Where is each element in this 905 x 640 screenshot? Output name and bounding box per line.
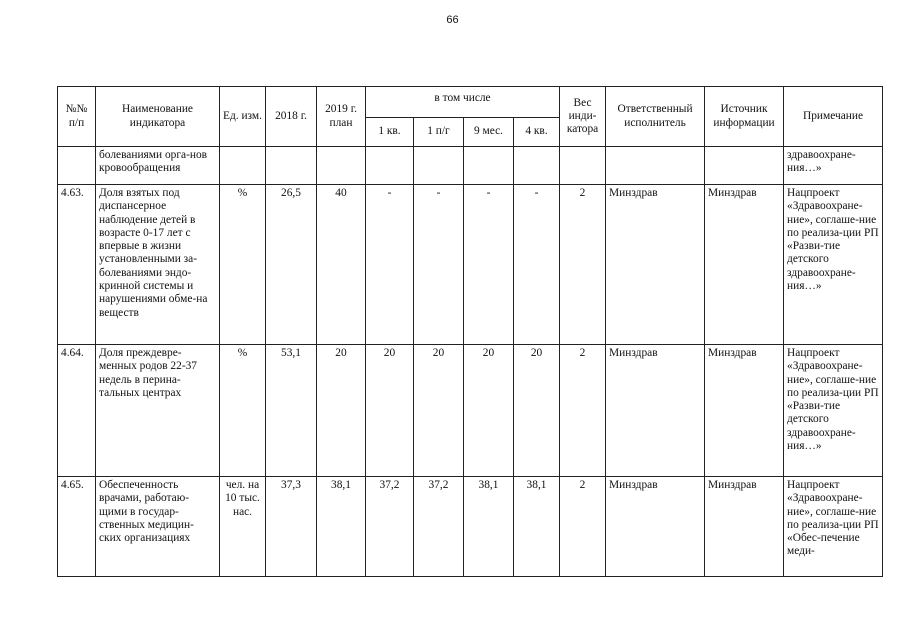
header-source: Источник информации: [705, 87, 784, 147]
value-q1: 37,2: [366, 477, 414, 577]
value-q4: 20: [514, 345, 560, 477]
value-q1: -: [366, 185, 414, 345]
weight: 2: [560, 345, 606, 477]
note: Нацпроект «Здравоохране-ние», соглаше-ние по реализа-ции РП «Разви-тие детского здравоохране-ния…»: [784, 185, 883, 345]
note: Нацпроект «Здравоохране-ние», соглаше-ние по реализа-ции РП «Обес-печение меди-: [784, 477, 883, 577]
header-9m: 9 мес.: [464, 118, 514, 147]
unit: чел. на 10 тыс. нас.: [220, 477, 266, 577]
value-q4: 38,1: [514, 477, 560, 577]
row-number: 4.65.: [58, 477, 96, 577]
weight: 2: [560, 477, 606, 577]
table-row: [58, 185, 883, 345]
table-row: [58, 477, 883, 577]
unit: %: [220, 185, 266, 345]
indicator-name: Обеспеченность врачами, работаю-щими в государ-ственных медицин-ских организациях: [96, 477, 220, 577]
value-h1: 20: [414, 345, 464, 477]
source: Минздрав: [705, 477, 784, 577]
note: Нацпроект «Здравоохране-ние», соглаше-ние по реализа-ции РП «Разви-тие детского здравоохране-ния…»: [784, 345, 883, 477]
value-2018: 26,5: [266, 185, 317, 345]
page-number: 66: [446, 14, 459, 26]
value-2019-plan: 38,1: [317, 477, 366, 577]
header-h1: 1 п/г: [414, 118, 464, 147]
value-h1: -: [414, 185, 464, 345]
value-9m: 20: [464, 345, 514, 477]
value-h1: 37,2: [414, 477, 464, 577]
indicator-name: болеваниями орга-нов кровообращения: [96, 147, 220, 185]
unit: %: [220, 345, 266, 477]
header-num: №№ п/п: [58, 87, 96, 147]
value-2019-plan: 40: [317, 185, 366, 345]
header-responsible: Ответственный исполнитель: [606, 87, 705, 147]
responsible: Минздрав: [606, 185, 705, 345]
value-9m: -: [464, 185, 514, 345]
value-2019-plan: 20: [317, 345, 366, 477]
header-weight: Вес инди-катора: [560, 87, 606, 147]
value-9m: 38,1: [464, 477, 514, 577]
header-including: в том числе: [366, 87, 560, 118]
header-q4: 4 кв.: [514, 118, 560, 147]
indicator-name: Доля взятых под диспансерное наблюдение детей в возрасте 0-17 лет с впервые в жизни установленными за-болеваниями эндо-кринной системы и нарушениями обме-на веществ: [96, 185, 220, 345]
header-unit: Ед. изм.: [220, 87, 266, 147]
header-2019-plan: 2019 г. план: [317, 87, 366, 147]
value-q1: 20: [366, 345, 414, 477]
table-row: [58, 345, 883, 477]
row-number: 4.63.: [58, 185, 96, 345]
note: здравоохране-ния…»: [784, 147, 883, 185]
header-note: Примечание: [784, 87, 883, 147]
source: Минздрав: [705, 345, 784, 477]
value-2018: 53,1: [266, 345, 317, 477]
indicator-name: Доля преждевре-менных родов 22-37 недель в перина-тальных центрах: [96, 345, 220, 477]
source: Минздрав: [705, 185, 784, 345]
header-2018: 2018 г.: [266, 87, 317, 147]
header-name: Наименование индикатора: [96, 87, 220, 147]
responsible: Минздрав: [606, 345, 705, 477]
responsible: Минздрав: [606, 477, 705, 577]
row-number: 4.64.: [58, 345, 96, 477]
value-2018: 37,3: [266, 477, 317, 577]
table-row: [58, 147, 883, 185]
value-q4: -: [514, 185, 560, 345]
header-q1: 1 кв.: [366, 118, 414, 147]
indicators-table: [57, 86, 883, 577]
weight: 2: [560, 185, 606, 345]
